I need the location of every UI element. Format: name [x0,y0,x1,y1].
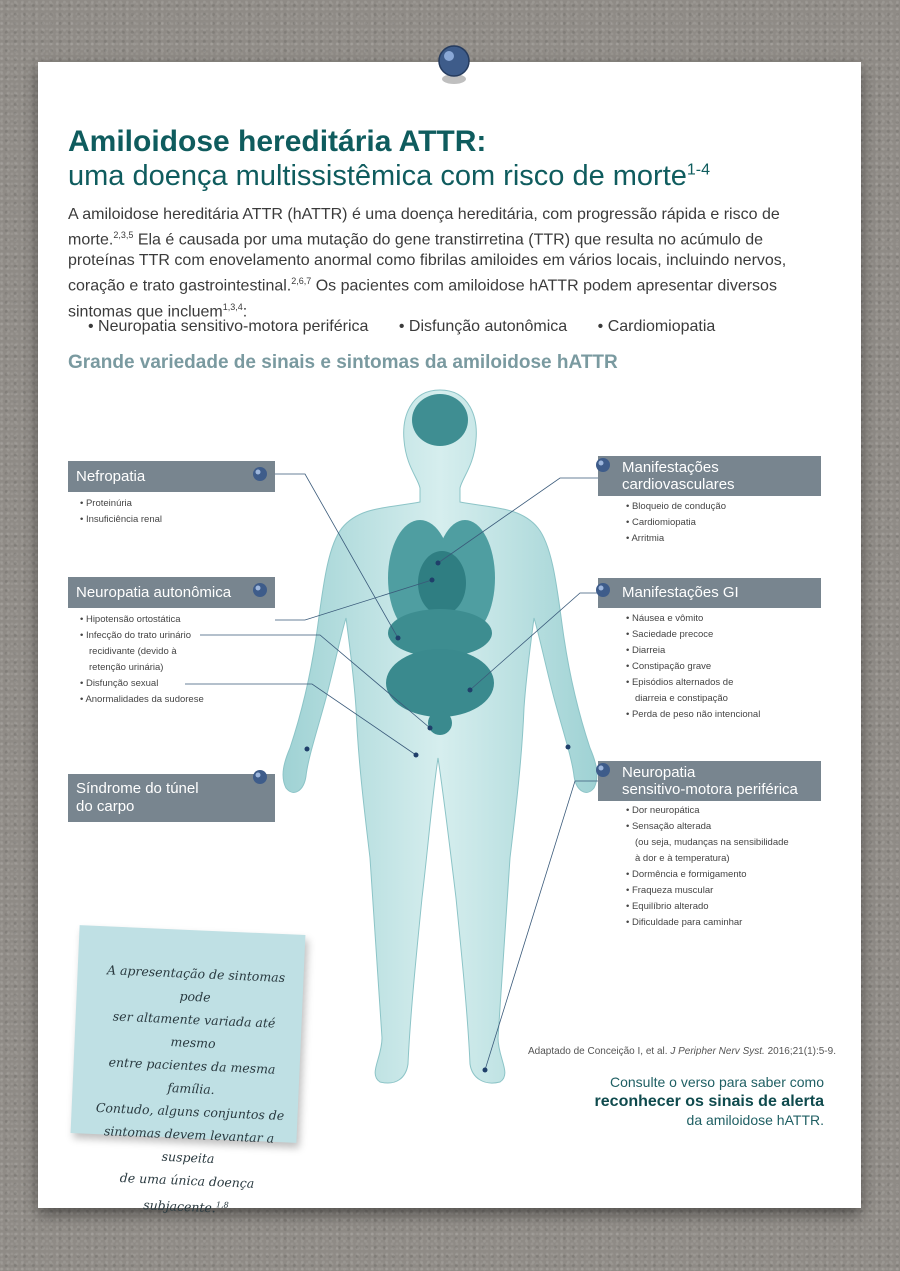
list-item: diarreia e constipação [635,693,728,704]
label-cardiovasculares [598,456,821,496]
label-text: cardiovasculares [622,476,735,493]
list-item: • Sensação alterada [626,821,712,832]
human-body-illustration [270,378,610,1098]
cta-line: Consulte o verso para saber como [610,1074,824,1090]
intro-paragraph [68,204,808,322]
note-line: de uma única doença subjacente. [119,1169,255,1216]
sticky-note-text [91,958,292,1222]
pushpin-icon [594,761,612,781]
list-item: • Perda de peso não intencional [626,709,761,720]
label-text: Manifestações GI [622,584,739,601]
intro-text-4: : [242,302,248,320]
title-text: uma doença multissistêmica com risco de morte [68,160,687,192]
symptom-item: • Neuropatia sensitivo-motora periférica [88,318,369,335]
list-item: • Proteinúria [80,498,132,509]
list-item: recidivante (devido à [89,646,177,657]
intro-ref-2: 2,6,7 [291,276,312,287]
list-item: • Dificuldade para caminhar [626,917,743,928]
pushpin-icon [251,581,269,601]
list-item: • Cardiomiopatia [626,517,696,528]
list-item: retenção urinária) [89,662,164,673]
list-item: • Insuficiência renal [80,514,163,525]
label-nefropatia [68,461,275,492]
pushpin-icon [594,456,612,476]
citation [528,1046,836,1057]
page-subtitle [68,160,710,193]
list-item: • Fraqueza muscular [626,885,714,896]
pushpin-icon [594,581,612,601]
intro-ref-1: 2,3,5 [113,230,134,240]
section-heading: Grande variedade de sinais e sintomas da amiloidose hATTR [68,352,618,373]
list-item: • Diarreia [626,645,666,656]
label-text: Neuropatia autonômica [76,584,232,601]
cta-emphasis: reconhecer os sinais de alerta [594,1093,824,1110]
symptom-item: • Disfunção autonômica [398,318,568,335]
cardio-list [626,499,726,547]
pushpin-icon [434,43,474,87]
list-item: • Episódios alternados de [626,677,734,688]
autonomica-list [80,612,204,708]
symptom-item: • Cardiomiopatia [597,318,716,335]
list-item: • Náusea e vômito [626,613,704,624]
page-title: Amiloidose hereditária ATTR: [68,125,487,158]
title-reference: 1-4 [686,161,711,179]
note-line: A apresentação de sintomas pode [106,962,286,1005]
label-text: Neuropatia [622,764,696,781]
label-text: Nefropatia [76,468,146,485]
pushpin-icon [251,465,269,485]
list-item: • Disfunção sexual [80,678,159,689]
intro-text-2: Ela é causada por uma mutação do gene transtirretina (TTR) que resulta no acúmulo de proteínas TTR com enovelamento anormal como fibrilas amiloides em vários locais, incluindo nervos, coração e trato gastrointestinal. [68,231,787,295]
sensitivo-list [626,803,789,931]
label-text: do carpo [76,798,135,815]
cta-line: da amiloidose hATTR. [686,1112,824,1128]
citation-journal: J Peripher Nerv Syst. [670,1046,765,1057]
gi-list [626,611,760,723]
intro-text-1: A amiloidose hereditária ATTR (hATTR) é uma doença hereditária, com progressão rápida e risco de morte. [68,206,780,249]
list-item: • Equilíbrio alterado [626,901,709,912]
label-text: sensitivo-motora periférica [622,781,798,798]
label-text: Manifestações [622,459,719,476]
label-sensitivo-motora [598,761,821,801]
citation-text: Adaptado de Conceição I, et al. [528,1046,671,1057]
label-sindrome-tunel-carpo [68,774,275,822]
list-item: • Constipação grave [626,661,712,672]
list-item: • Dor neuropática [626,805,700,816]
list-item: • Dormência e formigamento [626,869,747,880]
note-line: sintomas devem levantar a suspeita [103,1123,275,1167]
intro-text-3: Os pacientes com amiloidose hATTR podem apresentar diversos sintomas que incluem [68,277,777,320]
note-reference: 1,8 [215,1200,229,1210]
note-line: entre pacientes da mesma família. [108,1054,276,1098]
list-item: (ou seja, mudanças na sensibilidade [635,837,789,848]
call-to-action [595,1073,824,1130]
list-item: • Bloqueio de condução [626,501,726,512]
list-item: • Arritmia [626,533,665,544]
citation-text: 2016;21(1):5-9. [764,1046,836,1057]
list-item: • Infecção do trato urinário [80,630,192,641]
intro-ref-3: 1,3,4 [222,301,243,312]
label-neuropatia-autonomica [68,577,275,608]
list-item: à dor e à temperatura) [635,853,730,864]
label-gi [598,578,821,608]
list-item: • Anormalidades da sudorese [80,694,204,705]
label-text: Síndrome do túnel [76,780,199,797]
pushpin-icon [251,768,269,788]
nefropatia-list [80,496,162,528]
note-line: Contudo, alguns conjuntos de [95,1099,285,1124]
list-item: • Hipotensão ortostática [80,614,181,625]
note-line: ser altamente variada até mesmo [112,1008,276,1052]
list-item: • Saciedade precoce [626,629,714,640]
symptom-list [88,318,741,336]
